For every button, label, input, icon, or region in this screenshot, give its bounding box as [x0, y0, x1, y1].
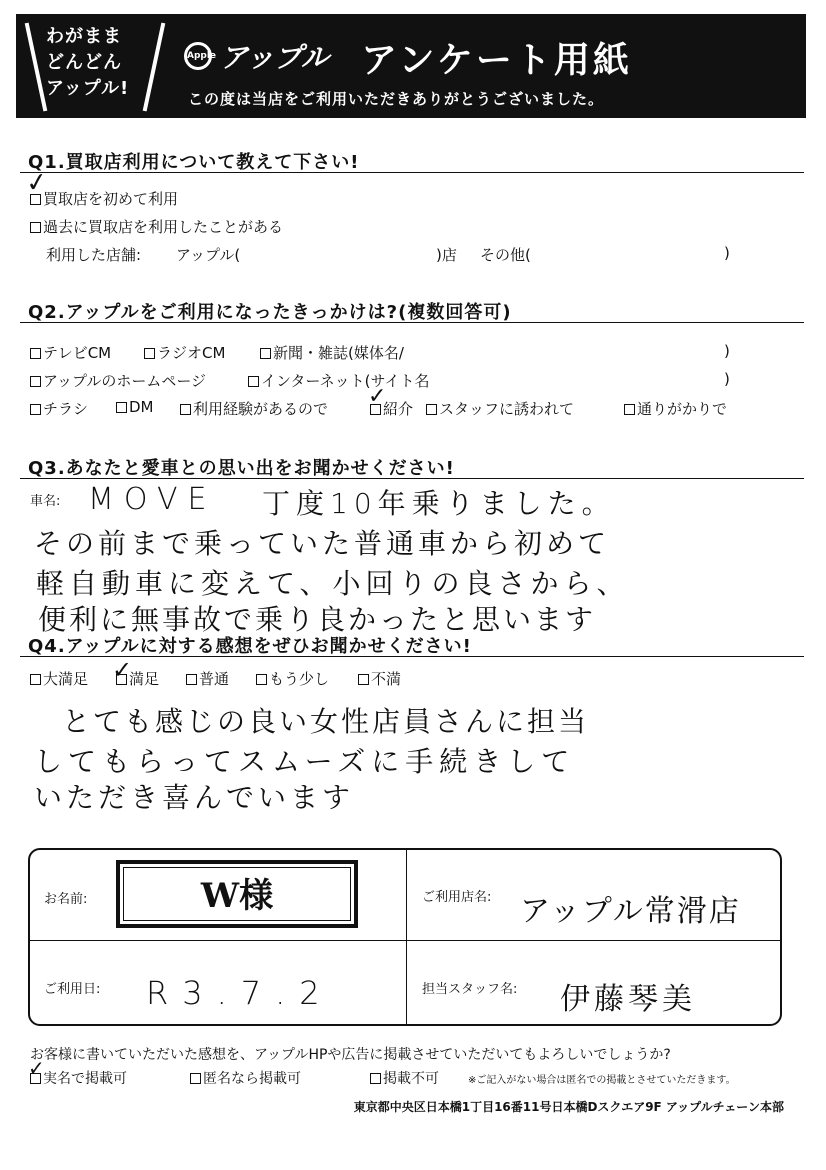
checkbox[interactable]	[624, 404, 635, 415]
checkbox[interactable]	[358, 674, 369, 685]
checkbox[interactable]	[144, 348, 155, 359]
card-divider-vertical	[406, 850, 407, 1024]
checkbox[interactable]	[370, 1073, 381, 1084]
impression-line-1: とても感じの良い女性店員さんに担当	[62, 705, 590, 738]
checkbox[interactable]	[248, 376, 259, 387]
q4-option-normal[interactable]: 普通	[186, 668, 229, 689]
date-value: R3.7.2	[146, 974, 334, 1012]
name-box	[116, 860, 358, 928]
q2-divider	[20, 322, 804, 323]
q4-heading: Q4.アップルに対する感想をぜひお聞かせください!	[28, 636, 472, 657]
q2-option-experience[interactable]: 利用経験があるので	[180, 398, 328, 419]
checkbox[interactable]	[30, 222, 41, 233]
checkbox[interactable]	[30, 674, 41, 685]
checkbox[interactable]	[186, 674, 197, 685]
header-banner	[16, 14, 806, 118]
checkbox[interactable]	[30, 348, 41, 359]
customer-info-card	[28, 848, 782, 1026]
car-name-value: MOVE	[88, 482, 217, 517]
badge-slash-left	[25, 23, 48, 112]
slogan-line-1: わがまま	[46, 26, 122, 47]
date-label: ご利用日:	[44, 982, 101, 997]
checkbox[interactable]	[30, 404, 41, 415]
company-address: 東京都中央区日本橋1丁目16番11号日本橋Dスクエア9F アップルチェーン本部	[353, 1100, 784, 1114]
apple-logo	[184, 36, 354, 76]
checkbox[interactable]	[116, 402, 127, 413]
brand-wordmark: アップル	[220, 41, 329, 74]
memory-line-1: 丁度10年乗りました。	[262, 487, 616, 520]
q2-heading: Q2.アップルをご利用になったきっかけは?(複数回答可)	[28, 302, 512, 323]
store-name-label: ご利用店名:	[422, 890, 492, 905]
store-other-field[interactable]: その他(	[480, 246, 531, 264]
stores-used-label: 利用した店舗:	[46, 246, 142, 264]
slogan-text	[46, 24, 129, 102]
q2-option-passing[interactable]: 通りがかりで	[624, 398, 727, 419]
news-close: )	[724, 342, 730, 360]
store-other-close: )	[724, 244, 730, 262]
q4-option-very-satisfied[interactable]: 大満足	[30, 668, 88, 689]
q2-option-dm[interactable]: DM	[116, 398, 154, 416]
q2-option-flyer[interactable]: チラシ	[30, 398, 88, 419]
q2-option-radio[interactable]: ラジオCM	[144, 342, 225, 363]
memory-line-3: 軽自動車に変えて、小回りの良さから、	[36, 567, 630, 600]
store-name-value: アップル常滑店	[520, 894, 741, 929]
q4-option-satisfied[interactable]: 満足	[116, 668, 159, 689]
page-subtitle: この度は当店をご利用いただきありがとうございました。	[188, 90, 605, 108]
q1-option-first-time[interactable]: 買取店を初めて利用	[30, 188, 178, 209]
q1-heading: Q1.買取店利用について教えて下さい!	[28, 152, 360, 173]
checkbox[interactable]	[190, 1073, 201, 1084]
check-mark-icon: ✓	[368, 384, 387, 409]
q2-option-staff[interactable]: スタッフに誘われて	[426, 398, 574, 419]
checkbox[interactable]	[426, 404, 437, 415]
slogan-badge	[24, 14, 164, 118]
q1-option-used-before[interactable]: 過去に買取店を利用したことがある	[30, 216, 283, 237]
staff-name-value: 伊藤琴美	[560, 982, 696, 1017]
memory-line-4: 便利に無事故で乗り良かったと思います	[38, 603, 597, 636]
memory-line-2: その前まで乗っていた普通車から初めて	[34, 527, 611, 560]
card-divider-horizontal	[30, 940, 780, 941]
check-mark-icon: ✓	[28, 1056, 45, 1080]
q2-option-tv[interactable]: テレビCM	[30, 342, 111, 363]
slogan-line-2: どんどん	[46, 52, 122, 73]
impression-line-3: いただき喜んでいます	[34, 781, 355, 814]
q3-heading: Q3.あなたと愛車との思い出をお聞かせください!	[28, 458, 455, 479]
checkbox[interactable]	[256, 674, 267, 685]
q2-option-news[interactable]: 新聞・雑誌(媒体名/	[260, 342, 404, 363]
staff-name-label: 担当スタッフ名:	[422, 982, 518, 997]
slogan-line-3: アップル!	[46, 78, 130, 99]
checkbox[interactable]	[30, 376, 41, 387]
publish-option-none[interactable]: 掲載不可	[370, 1068, 439, 1088]
impression-line-2: してもらってスムーズに手続きして	[34, 745, 576, 778]
checkbox[interactable]	[260, 348, 271, 359]
name-label: お名前:	[44, 892, 88, 907]
store-apple-field[interactable]: アップル(	[176, 246, 241, 264]
publish-note: ※ご記入がない場合は匿名での掲載とさせていただきます。	[468, 1075, 736, 1086]
q4-option-dissatisfied[interactable]: 不満	[358, 668, 401, 689]
q2-option-homepage[interactable]: アップルのホームページ	[30, 370, 206, 391]
car-name-label: 車名:	[30, 494, 61, 509]
publish-question: お客様に書いていただいた感想を、アップルHPや広告に掲載させていただいてもよろしいでしょうか?	[30, 1047, 671, 1063]
q4-option-little-more[interactable]: もう少し	[256, 668, 329, 689]
q2-option-referral[interactable]: 紹介	[370, 398, 413, 419]
apple-logo-icon: Apple	[184, 42, 212, 70]
store-suffix: )店	[436, 246, 457, 264]
publish-option-real-name[interactable]: 実名で掲載可	[30, 1068, 127, 1088]
q3-divider	[20, 478, 804, 479]
q2-option-internet[interactable]: インターネット(サイト名	[248, 370, 429, 391]
internet-close: )	[724, 370, 730, 388]
page-title: アンケート用紙	[361, 40, 632, 81]
q1-divider	[20, 172, 804, 173]
customer-name: W様	[123, 867, 351, 921]
check-mark-icon: ✓	[24, 166, 50, 200]
q4-divider	[20, 656, 804, 657]
publish-option-anonymous[interactable]: 匿名なら掲載可	[190, 1068, 301, 1088]
check-mark-icon: ✓	[112, 656, 133, 684]
badge-slash-right	[143, 23, 166, 112]
checkbox[interactable]	[180, 404, 191, 415]
